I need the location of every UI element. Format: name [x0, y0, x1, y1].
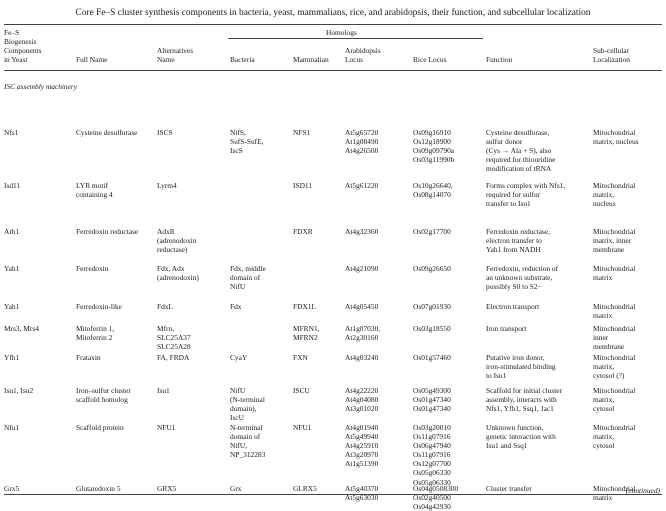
- row-2-function-line: Forms complex with Nfs1,: [486, 181, 566, 190]
- row-7-alt: [157, 353, 189, 362]
- row-2-alt: [157, 181, 177, 190]
- row-3-mammalian-line: FDXR: [293, 227, 313, 236]
- row-10-rice: [413, 484, 458, 511]
- row-7-full-name: [76, 353, 101, 362]
- row-4-full-name-line: Ferredoxin: [76, 264, 109, 273]
- row-10-function: [486, 484, 532, 493]
- row-4-alt: [157, 264, 199, 282]
- row-7-function-line: iron-stimulated binding: [486, 362, 556, 372]
- row-7-yeast: [4, 353, 19, 362]
- row-6-alt-line: Mfrn,: [157, 324, 175, 333]
- row-6-full-name-line: Mitoferrin 2: [76, 333, 113, 343]
- row-1-rice-line: Os09g09790a: [413, 146, 455, 156]
- row-3-function-line: Ferredoxin reductase,: [486, 227, 551, 236]
- row-7-bacteria: [230, 353, 247, 362]
- row-1-arabidopsis: [345, 128, 378, 155]
- row-7-function-line: Putative iron donor,: [486, 353, 545, 362]
- row-7-mammalian-line: FXN: [293, 353, 308, 362]
- row-1-rice-line: Os12g18900: [413, 137, 451, 147]
- row-8-function-line: assembly, interacts with: [486, 395, 557, 405]
- row-1-loc: [593, 128, 639, 146]
- row-8-arabidopsis-line: At4g22220: [345, 386, 379, 395]
- row-9-arabidopsis-line: At4g01940: [345, 423, 379, 432]
- header-alternatives: [157, 46, 193, 64]
- row-4-alt-line: Fdx, Adx: [157, 264, 185, 273]
- row-2-yeast: [4, 181, 20, 190]
- header-yeast-line: Biogenesis: [4, 37, 37, 47]
- row-6-alt-line: SLC25A37: [157, 333, 191, 343]
- row-1-full-name: [76, 128, 137, 137]
- header-yeast-line: Fe–S: [4, 28, 20, 37]
- row-2-full-name-line: LYR motif: [76, 181, 108, 190]
- row-6-full-name-line: Mitoferrin 1,: [76, 324, 115, 333]
- row-8-loc-line: matrix,: [593, 395, 615, 405]
- row-3-alt: [157, 227, 196, 254]
- row-5-rice: [413, 302, 451, 311]
- row-9-arabidopsis-line: At1g51390: [345, 459, 379, 469]
- row-8-bacteria-line: IscU: [230, 413, 244, 423]
- row-2-mammalian-line: ISD11: [293, 181, 313, 190]
- row-9-rice-line: Os12g07700: [413, 459, 451, 469]
- row-6-loc-line: inner: [593, 333, 609, 343]
- row-8-function: [486, 386, 562, 413]
- row-10-arabidopsis-line: At5g63030: [345, 493, 379, 503]
- row-9-yeast: [4, 423, 19, 432]
- row-7-loc-line: matrix,: [593, 362, 615, 372]
- row-5-full-name: [76, 302, 122, 311]
- row-4-loc-line: Mitochondrial: [593, 264, 636, 273]
- row-6-function: [486, 324, 526, 333]
- row-10-arabidopsis: [345, 484, 378, 502]
- row-3-alt-line: (adrenodoxin: [157, 236, 197, 246]
- row-10-loc-line: matrix: [593, 493, 613, 503]
- row-6-loc-line: membrane: [593, 342, 625, 352]
- homologs-underline: [228, 38, 483, 39]
- row-1-function-line: (Cys → Ala + S), also: [486, 146, 552, 156]
- row-9-loc-line: cytosol: [593, 441, 615, 451]
- row-9-arabidopsis: [345, 423, 378, 468]
- row-2-function-line: transfer to Isu1: [486, 199, 531, 209]
- row-6-rice: [413, 324, 451, 333]
- row-4-yeast: [4, 264, 19, 273]
- row-10-rice-line: Os04g0508300: [413, 484, 459, 493]
- row-8-full-name-line: Iron–sulfur cluster: [76, 386, 131, 395]
- header-bacteria-line: Bacteria: [230, 55, 255, 64]
- row-3-arabidopsis: [345, 227, 378, 236]
- row-7-rice: [413, 353, 451, 362]
- row-5-function-line: Electron transport: [486, 302, 540, 311]
- row-8-mammalian: [293, 386, 310, 395]
- continued-note: (continued): [625, 486, 660, 495]
- row-6-mammalian-line: MFRN2: [293, 333, 318, 343]
- row-4-bacteria-line: NifU: [230, 282, 246, 292]
- row-6-mammalian-line: MFRN1,: [293, 324, 320, 333]
- row-1-loc-line: Mitochondrial: [593, 128, 636, 137]
- section-label: [4, 82, 77, 91]
- row-1-bacteria-line: NifS,: [230, 128, 246, 137]
- row-4-bacteria-line: Fdx, middle: [230, 264, 266, 273]
- header-arabidopsis: [345, 46, 381, 64]
- row-1-rice: [413, 128, 454, 164]
- row-5-mammalian-line: FDX1L: [293, 302, 316, 311]
- row-5-arabidopsis-line: At4g05450: [345, 302, 379, 311]
- row-8-bacteria: [230, 386, 265, 422]
- row-3-alt-line: AdxR: [157, 227, 175, 236]
- row-1-alt: [157, 128, 173, 137]
- row-1-function-line: sulfur donor: [486, 137, 523, 147]
- row-4-arabidopsis: [345, 264, 378, 273]
- row-8-bacteria-line: NifU: [230, 386, 246, 395]
- section-label-line: ISC assembly machinery: [4, 82, 78, 91]
- row-3-function-line: electron transfer to: [486, 236, 542, 246]
- row-9-rice-line: Os11g07916: [413, 450, 451, 460]
- row-10-yeast: [4, 484, 19, 493]
- row-1-arabidopsis-line: At4g26500: [345, 146, 379, 156]
- row-4-function-line: possibly S0 to S2−: [486, 282, 542, 292]
- row-8-arabidopsis-line: At3g01020: [345, 404, 379, 414]
- row-8-yeast: [4, 386, 33, 395]
- row-8-arabidopsis: [345, 386, 378, 413]
- row-1-rice-line: Os03g11990b: [413, 155, 455, 165]
- row-9-bacteria-line: NP_312283: [230, 450, 266, 460]
- row-3-yeast-line: Arh1: [4, 227, 20, 236]
- row-9-function-line: genetic interaction with: [486, 432, 556, 442]
- row-5-alt: [157, 302, 173, 311]
- row-9-rice: [413, 423, 451, 487]
- row-10-bacteria-line: Grx: [230, 484, 242, 493]
- row-3-rice: [413, 227, 451, 236]
- row-8-alt: [157, 386, 170, 395]
- row-3-loc-line: membrane: [593, 245, 625, 255]
- row-4-arabidopsis-line: At4g21090: [345, 264, 379, 273]
- row-10-arabidopsis-line: At5g40370: [345, 484, 379, 493]
- row-3-full-name: [76, 227, 138, 236]
- table-bottom-rule: [4, 494, 662, 495]
- header-bacteria: [230, 55, 255, 64]
- row-5-yeast: [4, 302, 19, 311]
- row-9-loc-line: matrix,: [593, 432, 615, 442]
- row-2-arabidopsis-line: At5g61220: [345, 181, 379, 190]
- header-mammalian-line: Mammalian: [293, 55, 329, 64]
- row-9-bacteria-line: NifU,: [230, 441, 248, 451]
- header-rice: [413, 55, 446, 64]
- header-homologs-line: Homologs: [326, 28, 357, 37]
- row-8-arabidopsis-line: At4g04080: [345, 395, 379, 405]
- row-1-mammalian: [293, 128, 310, 137]
- row-5-function: [486, 302, 539, 311]
- row-10-alt-line: GRX5: [157, 484, 177, 493]
- row-2-loc-line: nucleus: [593, 199, 616, 209]
- row-4-bacteria: [230, 264, 266, 291]
- row-8-function-line: Scaffold for initial cluster: [486, 386, 563, 395]
- row-10-mammalian-line: GLRX5: [293, 484, 317, 493]
- row-7-loc-line: cytosol (?): [593, 371, 625, 381]
- row-5-loc: [593, 302, 635, 320]
- header-arabidopsis-line: Arabidopsis: [345, 46, 381, 55]
- row-2-yeast-line: Isd11: [4, 181, 21, 190]
- header-arabidopsis-line: Locus: [345, 55, 364, 65]
- row-2-rice: [413, 181, 453, 199]
- row-2-alt-line: Lyrm4: [157, 181, 177, 190]
- row-8-yeast-line: Isu1, Isu2: [4, 386, 34, 395]
- row-1-bacteria-line: IscS: [230, 146, 243, 156]
- row-5-yeast-line: Yah1: [4, 302, 20, 311]
- header-yeast: [4, 28, 41, 64]
- row-9-alt: [157, 423, 175, 432]
- row-2-function-line: required for sulfur: [486, 190, 541, 200]
- row-6-yeast-line: Mrs3, Mrs4: [4, 324, 39, 333]
- row-10-mammalian: [293, 484, 317, 493]
- row-9-bacteria-line: domain of: [230, 432, 261, 442]
- row-10-full-name-line: Glutaredoxin 5: [76, 484, 121, 493]
- row-3-loc-line: matrix, inner: [593, 236, 632, 246]
- row-2-function: [486, 181, 565, 208]
- row-9-arabidopsis-line: At4g25910: [345, 441, 379, 451]
- row-4-bacteria-line: domain of: [230, 273, 261, 283]
- row-7-loc: [593, 353, 635, 380]
- row-10-bacteria: [230, 484, 242, 493]
- row-9-full-name: [76, 423, 124, 432]
- row-9-function: [486, 423, 556, 450]
- row-6-arabidopsis-line: At1g07030,: [345, 324, 381, 333]
- row-1-alt-line: ISCS: [157, 128, 173, 137]
- row-7-mammalian: [293, 353, 308, 362]
- header-full-name-line: Full Name: [76, 55, 108, 64]
- row-2-rice-line: Os08g14070: [413, 190, 451, 200]
- row-1-arabidopsis-line: At1g08490: [345, 137, 379, 147]
- row-9-loc: [593, 423, 635, 450]
- header-localization: [593, 46, 630, 64]
- row-7-yeast-line: Yfh1: [4, 353, 20, 362]
- row-10-alt: [157, 484, 176, 493]
- row-7-function-line: to Isu1: [486, 371, 507, 381]
- row-9-rice-line: Os06g47940: [413, 441, 451, 451]
- row-5-alt-line: FdxL: [157, 302, 174, 311]
- row-3-loc: [593, 227, 635, 254]
- row-9-rice-line: Os11g07916: [413, 432, 451, 442]
- row-3-alt-line: reductase): [157, 245, 188, 255]
- row-6-loc: [593, 324, 635, 351]
- row-9-bacteria: [230, 423, 265, 459]
- row-2-mammalian: [293, 181, 312, 190]
- row-10-full-name: [76, 484, 121, 493]
- header-full-name: [76, 55, 107, 64]
- row-1-bacteria-line: SufS-SufE,: [230, 137, 264, 147]
- row-9-rice-line: Os03g20010: [413, 423, 451, 432]
- row-9-arabidopsis-line: At3g20970: [345, 450, 379, 460]
- row-9-function-line: Unknown function,: [486, 423, 544, 432]
- header-yeast-line: Components: [4, 46, 42, 56]
- row-10-function-line: Cluster transfer: [486, 484, 532, 493]
- header-homologs: [326, 28, 357, 37]
- row-5-arabidopsis: [345, 302, 378, 311]
- row-1-yeast: [4, 128, 18, 137]
- row-6-yeast: [4, 324, 39, 333]
- row-1-full-name-line: Cysteine desulfurase: [76, 128, 138, 137]
- row-5-mammalian: [293, 302, 316, 311]
- row-5-loc-line: matrix: [593, 311, 613, 321]
- row-3-function-line: Yah1 from NADH: [486, 245, 541, 255]
- row-5-loc-line: Mitochondrial: [593, 302, 636, 311]
- row-8-full-name: [76, 386, 131, 404]
- row-5-full-name-line: Ferredoxin-like: [76, 302, 122, 311]
- header-alternatives-line: Alternatives: [157, 46, 194, 55]
- row-3-rice-line: Os02g17700: [413, 227, 451, 236]
- row-1-function-line: modification of tRNA: [486, 164, 552, 174]
- row-6-rice-line: Os03g18550: [413, 324, 451, 333]
- row-8-alt-line: Isu1: [157, 386, 170, 395]
- row-4-alt-line: (adrenodoxin): [157, 273, 199, 283]
- row-5-rice-line: Os07g01930: [413, 302, 451, 311]
- header-localization-line: Sub-cellular: [593, 46, 630, 55]
- row-4-loc: [593, 264, 635, 282]
- row-1-rice-line: Os09g16910: [413, 128, 451, 137]
- row-4-function-line: Ferredoxin, reduction of: [486, 264, 559, 273]
- row-1-mammalian-line: NFS1: [293, 128, 311, 137]
- row-8-rice-line: Os05g49300: [413, 386, 451, 395]
- row-2-rice-line: Os10g26640,: [413, 181, 453, 190]
- row-8-full-name-line: scaffold homolog: [76, 395, 128, 405]
- row-2-loc-line: Mitochondrial: [593, 181, 636, 190]
- row-8-mammalian-line: ISCU: [293, 386, 310, 395]
- row-8-rice-line: Os01g47340: [413, 404, 451, 414]
- row-5-bacteria-line: Fdx: [230, 302, 242, 311]
- row-6-arabidopsis-line: At2g30160: [345, 333, 379, 343]
- row-4-full-name: [76, 264, 108, 273]
- row-7-arabidopsis-line: At4g03240: [345, 353, 379, 362]
- row-3-yeast: [4, 227, 19, 236]
- row-6-alt: [157, 324, 191, 351]
- table-top-rule: [4, 24, 662, 25]
- row-6-alt-line: SLC25A28: [157, 342, 191, 352]
- row-1-yeast-line: Nfs1: [4, 128, 19, 137]
- row-2-full-name-line: containing 4: [76, 190, 113, 200]
- row-3-arabidopsis-line: At4g32360: [345, 227, 379, 236]
- row-8-function-line: Nfs1, Yfh1, Ssq1, Jac1: [486, 404, 554, 414]
- row-10-yeast-line: Grx5: [4, 484, 20, 493]
- row-2-arabidopsis: [345, 181, 378, 190]
- row-5-bacteria: [230, 302, 242, 311]
- header-bottom-rule: [4, 70, 662, 71]
- row-8-loc-line: Mitochondrial: [593, 386, 636, 395]
- header-function: [486, 55, 512, 64]
- row-1-arabidopsis-line: At5g65720: [345, 128, 379, 137]
- row-7-arabidopsis: [345, 353, 378, 362]
- row-9-mammalian: [293, 423, 311, 432]
- row-4-rice: [413, 264, 451, 273]
- row-7-function: [486, 353, 556, 380]
- row-9-arabidopsis-line: At5g49940: [345, 432, 379, 442]
- row-9-loc-line: Mitochondrial: [593, 423, 636, 432]
- row-6-arabidopsis: [345, 324, 380, 342]
- row-1-loc-line: matrix, nucleus: [593, 137, 639, 147]
- header-alternatives-line: Name: [157, 55, 175, 65]
- table-caption: Core Fe–S cluster synthesis components in bacteria, yeast, mammalians, rice, and arabidopsis, their function, and subcellular localization: [75, 8, 591, 18]
- row-4-rice-line: Os09g26650: [413, 264, 451, 273]
- row-10-rice-line: Os04g42930: [413, 502, 451, 511]
- row-1-function-line: required for thiouridine: [486, 155, 556, 165]
- row-3-full-name-line: Ferredoxin reductase: [76, 227, 139, 236]
- row-7-rice-line: Os01g57460: [413, 353, 451, 362]
- row-9-alt-line: NFU1: [157, 423, 176, 432]
- row-9-rice-line: Os05g06330: [413, 477, 451, 487]
- row-8-rice: [413, 386, 451, 413]
- header-mammalian: [293, 55, 329, 64]
- row-2-loc: [593, 181, 635, 208]
- row-3-mammalian: [293, 227, 313, 236]
- row-2-loc-line: matrix,: [593, 190, 615, 200]
- row-6-full-name: [76, 324, 114, 342]
- row-7-alt-line: FA, FRDA: [157, 353, 190, 362]
- row-8-bacteria-line: (N-terminal: [230, 395, 265, 405]
- row-1-function: [486, 128, 555, 173]
- row-1-bacteria: [230, 128, 263, 155]
- header-localization-line: Localization: [593, 55, 630, 65]
- row-2-full-name: [76, 181, 113, 199]
- row-9-full-name-line: Scaffold protein: [76, 423, 124, 432]
- row-4-function: [486, 264, 558, 291]
- row-3-function: [486, 227, 550, 254]
- row-9-rice-line: Os05g06330: [413, 468, 451, 478]
- row-6-mammalian: [293, 324, 320, 342]
- row-4-loc-line: matrix: [593, 273, 613, 283]
- row-4-function-line: an unknown substrate,: [486, 273, 553, 283]
- row-9-function-line: Isu1 and Ssq1: [486, 441, 528, 451]
- header-rice-line: Rice Locus: [413, 55, 447, 64]
- row-9-mammalian-line: NFU1: [293, 423, 312, 432]
- header-function-line: Function: [486, 55, 513, 64]
- row-7-bacteria-line: CyaY: [230, 353, 248, 362]
- row-4-yeast-line: Yah1: [4, 264, 20, 273]
- row-8-rice-line: Os01g47340: [413, 395, 451, 405]
- row-3-loc-line: Mitochondrial: [593, 227, 636, 236]
- row-8-loc-line: cytosol: [593, 404, 615, 414]
- row-7-loc-line: Mitochondrial: [593, 353, 636, 362]
- row-10-loc-line: Mitochondrial: [593, 484, 636, 493]
- header-yeast-line: in Yeast: [4, 55, 28, 65]
- row-6-loc-line: Mitochondrial: [593, 324, 636, 333]
- row-9-bacteria-line: N-terminal: [230, 423, 263, 432]
- row-9-yeast-line: Nfu1: [4, 423, 20, 432]
- row-10-rice-line: Os02g40500: [413, 493, 451, 503]
- row-7-full-name-line: Frataxin: [76, 353, 101, 362]
- row-6-function-line: Iron transport: [486, 324, 527, 333]
- row-8-loc: [593, 386, 635, 413]
- row-1-function-line: Cysteine desulfurase,: [486, 128, 550, 137]
- row-8-bacteria-line: domain),: [230, 404, 257, 414]
